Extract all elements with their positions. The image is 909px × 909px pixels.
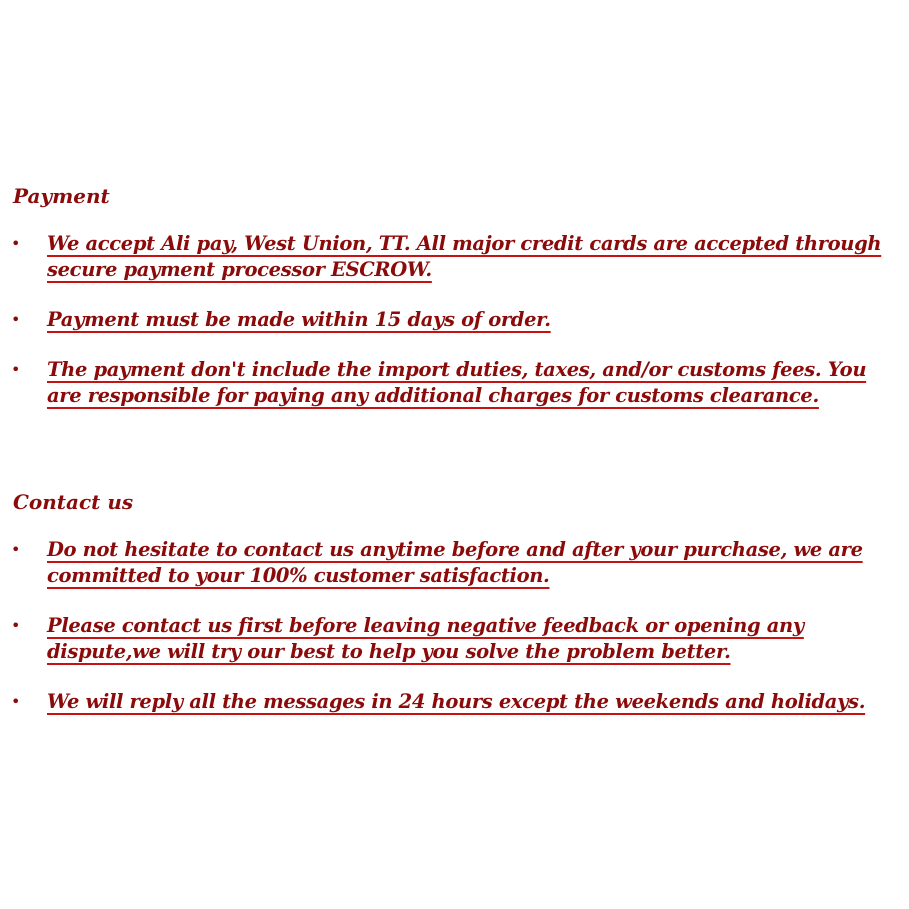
- contact-list: [0, 537, 909, 715]
- bullet-icon: •: [11, 360, 21, 379]
- contact-item-text: Please contact us first before leaving negative feedback or opening any dispute,we will try our best to help you solve the problem better.: [47, 614, 804, 663]
- payment-heading: Payment: [13, 184, 110, 208]
- bullet-icon: •: [11, 540, 21, 559]
- payment-item-text: We accept Ali pay, West Union, TT. All major credit cards are accepted through secure payment processor ESCROW.: [47, 232, 882, 281]
- contact-item-text: Do not hesitate to contact us anytime before and after your purchase, we are committed to your 100% customer satisfaction.: [47, 538, 863, 587]
- payment-list: [0, 231, 909, 409]
- list-item: [0, 537, 909, 589]
- bullet-icon: •: [11, 234, 21, 253]
- list-item: [0, 357, 909, 409]
- list-item: [0, 689, 909, 715]
- contact-section: [0, 489, 909, 739]
- list-item: [0, 307, 909, 333]
- payment-item-text: The payment don't include the import duties, taxes, and/or customs fees. You are responsible for paying any additional charges for customs clearance.: [47, 358, 867, 407]
- list-item: [0, 613, 909, 665]
- bullet-icon: •: [11, 692, 21, 711]
- payment-section: [0, 183, 909, 433]
- contact-item-text: We will reply all the messages in 24 hours except the weekends and holidays.: [47, 690, 866, 713]
- payment-item-text: Payment must be made within 15 days of order.: [47, 308, 551, 331]
- contact-heading: Contact us: [13, 490, 134, 514]
- bullet-icon: •: [11, 310, 21, 329]
- list-item: [0, 231, 909, 283]
- bullet-icon: •: [11, 616, 21, 635]
